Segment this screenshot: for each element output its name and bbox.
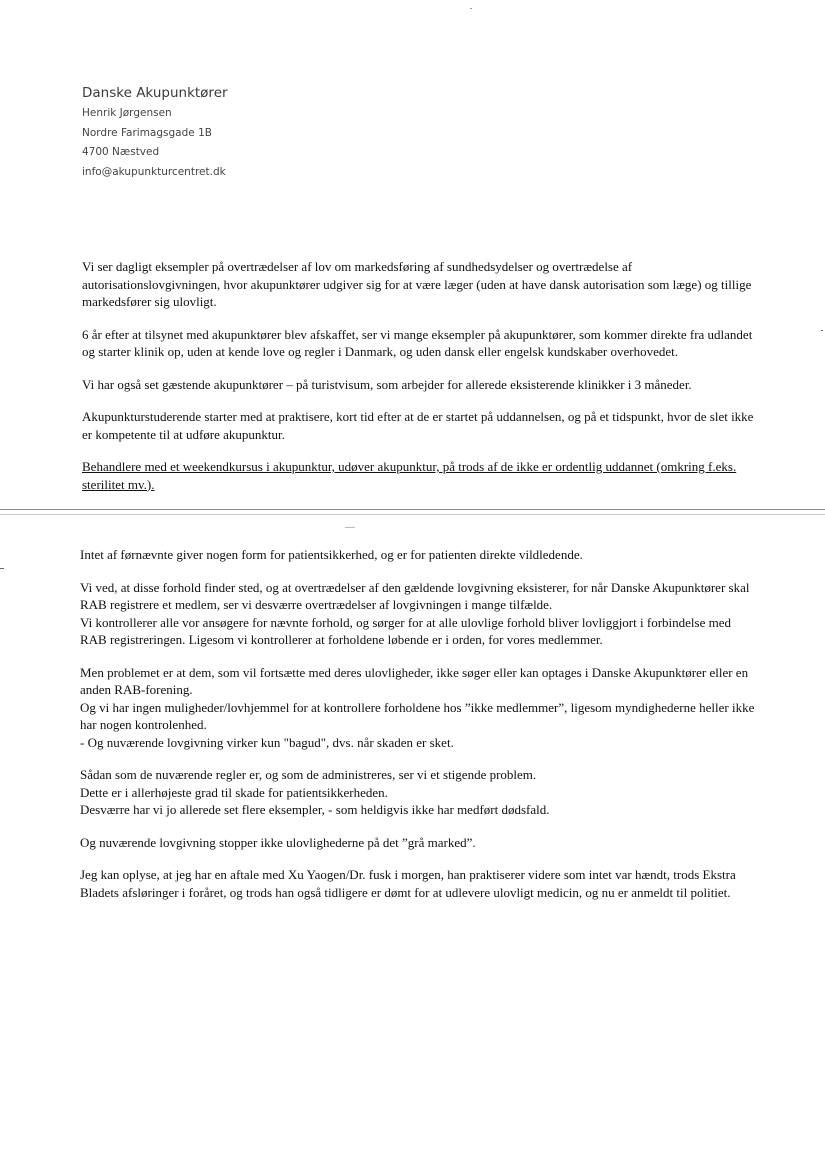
paragraph: 6 år efter at tilsynet med akupunktører blev afskaffet, ser vi mange eksempler på akupunktører, som kommer direkte fra udlandet og starter klinik op, uden at kende love og regler i Danmark, og uden dansk eller engelsk kundskaber overhovedet.: [82, 326, 753, 359]
sender-name: Henrik Jørgensen: [82, 107, 172, 119]
paragraph: Desværre har vi jo allerede set flere eksempler, - som heldigvis ikke har medført dødsfald.: [80, 802, 550, 817]
paragraph: Vi kontrollerer alle vor ansøgere for nævnte forhold, og sørger for at alle ulovlige forhold bliver lovliggjort i forbindelse med RAB registreringen. Ligesom vi kontrollerer at forholdene løbende er i orden, for vores medlemmer.: [80, 614, 731, 647]
sender-street: Nordre Farimagsgade 1B: [82, 126, 212, 139]
sender-address-block: [82, 84, 228, 182]
sender-email: info@akupunkturcentret.dk: [82, 165, 226, 178]
scan-seam-line: [0, 509, 825, 510]
paragraph: Dette er i allerhøjeste grad til skade for patientsikkerheden.: [80, 784, 388, 800]
paragraph: Intet af førnævnte giver nogen form for patientsikkerhed, og er for patienten direkte vildledende.: [80, 547, 583, 562]
scan-seam-line: [0, 514, 825, 515]
paragraph: Vi ser dagligt eksempler på overtrædelser af lov om markedsføring af sundhedsydelser og overtrædelse af autorisationslovgivningen, hvor akupunktører udgiver sig for at være læger (uden at have dansk autorisation som læge) og tillige markedsfører sig ulovligt.: [82, 259, 752, 309]
letter-body-top: [82, 258, 762, 508]
paragraph: Og nuværende lovgivning stopper ikke ulovlighederne på det ”grå marked”.: [80, 834, 476, 850]
paragraph: Vi ved, at disse forhold finder sted, og at overtrædelser af den gældende lovgivning eksisterer, for når Danske Akupunktører skal RAB registrere et medlem, ser vi desværre overtrædelser af lovgivningen i mange tilfælde.: [80, 579, 750, 612]
paragraph: Jeg kan oplyse, at jeg har en aftale med Xu Yaogen/Dr. fusk i morgen, han praktiserer videre som intet var hændt, trods Ekstra Bladets afsløringer i foråret, og trods han også tidligere er dømt for at udlevere ulovligt medicin, og nu er anmeldt til politiet.: [80, 867, 736, 900]
paragraph: Sådan som de nuværende regler er, og som de administreres, ser vi et stigende problem.: [80, 767, 537, 782]
sender-city: 4700 Næstved: [82, 146, 160, 158]
paragraph: Behandlere med et weekendkursus i akupunktur, udøver akupunktur, på trods af de ikke er ordentlig uddannet (omkring f.eks. sterilitet mv.).: [82, 459, 737, 492]
sender-organization: Danske Akupunktører: [82, 85, 228, 101]
paragraph: - Og nuværende lovgivning virker kun "bagud", dvs. når skaden er sket.: [80, 734, 454, 750]
scan-edge-mark: [821, 330, 823, 331]
scan-speck: [470, 8, 472, 9]
paragraph: Akupunkturstuderende starter med at praktisere, kort tid efter at de er startet på uddannelsen, og på et tidspunkt, hvor de slet ikke er kompetente til at udføre akupunktur.: [82, 409, 754, 442]
scan-speck: [345, 527, 355, 528]
paragraph: Og vi har ingen muligheder/lovhjemmel for at kontrollere forholdene hos ”ikke medlemmer”, ligesom myndighederne heller ikke har nogen kontrolenhed.: [80, 699, 755, 732]
letter-body-bottom: [80, 546, 760, 916]
paragraph: Vi har også set gæstende akupunktører – på turistvisum, som arbejder for allerede eksisterende klinikker i 3 måneder.: [82, 376, 692, 392]
scan-edge-mark: [0, 568, 4, 569]
paragraph: Men problemet er at dem, som vil fortsætte med deres ulovligheder, ikke søger eller kan optages i Danske Akupunktører eller en anden RAB-forening.: [80, 664, 749, 697]
